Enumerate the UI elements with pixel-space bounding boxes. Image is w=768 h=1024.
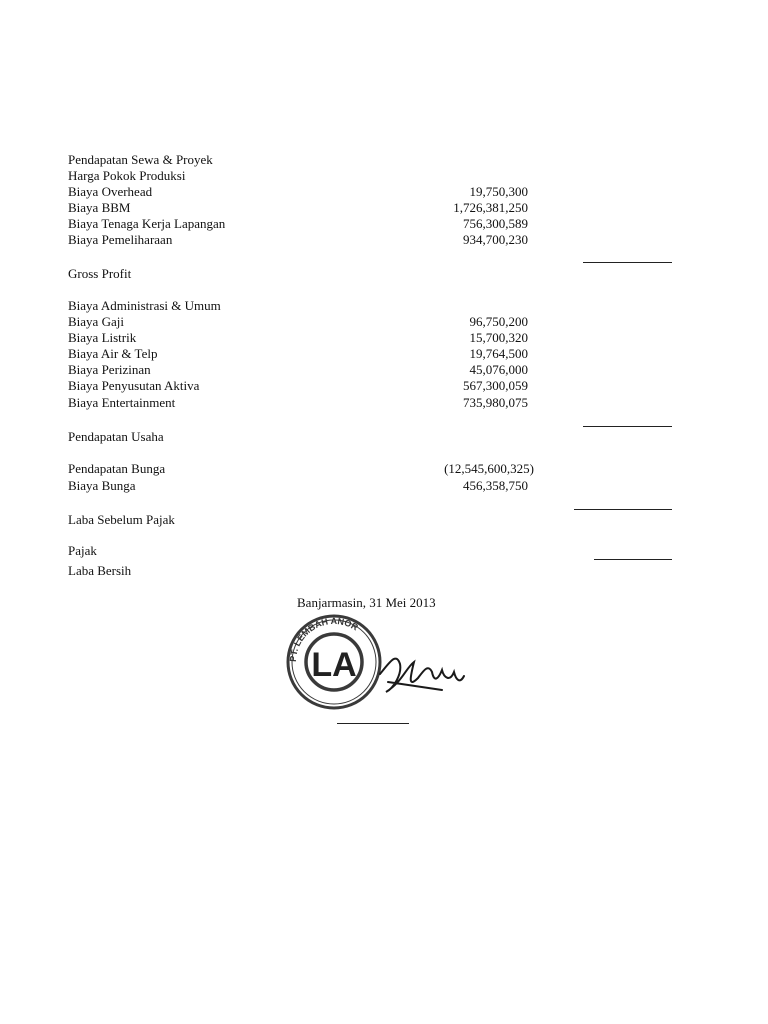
label-laba-bersih: Laba Bersih (68, 563, 132, 578)
value-biaya-entertainment: 735,980,075 (463, 395, 528, 410)
place-date: Banjarmasin, 31 Mei 2013 (297, 595, 436, 610)
value-biaya-pemeliharaan: 934,700,230 (463, 232, 528, 247)
label-biaya-air: Biaya Air & Telp (68, 346, 158, 361)
label-laba-sebelum-pajak: Laba Sebelum Pajak (68, 512, 175, 527)
label-biaya-bbm: Biaya BBM (68, 200, 131, 215)
label-pajak: Pajak (68, 543, 97, 558)
value-biaya-penyusutan: 567,300,059 (463, 378, 528, 393)
label-biaya-tenaga: Biaya Tenaga Kerja Lapangan (68, 216, 226, 231)
company-stamp (282, 612, 482, 716)
label-biaya-overhead: Biaya Overhead (68, 184, 153, 199)
value-pendapatan-bunga: (12,545,600,325) (444, 461, 534, 476)
label-pendapatan-sewa: Pendapatan Sewa & Proyek (68, 152, 213, 167)
label-pendapatan-bunga: Pendapatan Bunga (68, 461, 166, 476)
stamp-ring-text: PT. LEMBAH ANOR (287, 615, 360, 663)
label-biaya-entertainment: Biaya Entertainment (68, 395, 176, 410)
label-harga-pokok: Harga Pokok Produksi (68, 168, 186, 183)
value-biaya-gaji: 96,750,200 (469, 314, 528, 329)
label-biaya-gaji: Biaya Gaji (68, 314, 124, 329)
label-biaya-bunga: Biaya Bunga (68, 478, 136, 493)
value-biaya-perizinan: 45,076,000 (469, 362, 528, 377)
stamp-logo: LA (311, 646, 357, 684)
value-biaya-overhead: 19,750,300 (469, 184, 528, 199)
value-biaya-air: 19,764,500 (469, 346, 528, 361)
label-biaya-admin: Biaya Administrasi & Umum (68, 298, 221, 313)
signature-line (337, 723, 409, 724)
label-biaya-penyusutan: Biaya Penyusutan Aktiva (68, 378, 200, 393)
signature (380, 659, 464, 692)
value-biaya-bunga: 456,358,750 (463, 478, 528, 493)
rule-sebelum-pajak (574, 509, 672, 510)
label-pendapatan-usaha: Pendapatan Usaha (68, 429, 164, 444)
value-biaya-tenaga: 756,300,589 (463, 216, 528, 231)
rule-gross (583, 262, 672, 263)
rule-usaha (583, 426, 672, 427)
label-biaya-pemeliharaan: Biaya Pemeliharaan (68, 232, 173, 247)
label-biaya-perizinan: Biaya Perizinan (68, 362, 151, 377)
rule-pajak (594, 559, 672, 560)
label-gross-profit: Gross Profit (68, 266, 132, 281)
label-biaya-listrik: Biaya Listrik (68, 330, 137, 345)
value-biaya-bbm: 1,726,381,250 (453, 200, 528, 215)
value-biaya-listrik: 15,700,320 (469, 330, 528, 345)
